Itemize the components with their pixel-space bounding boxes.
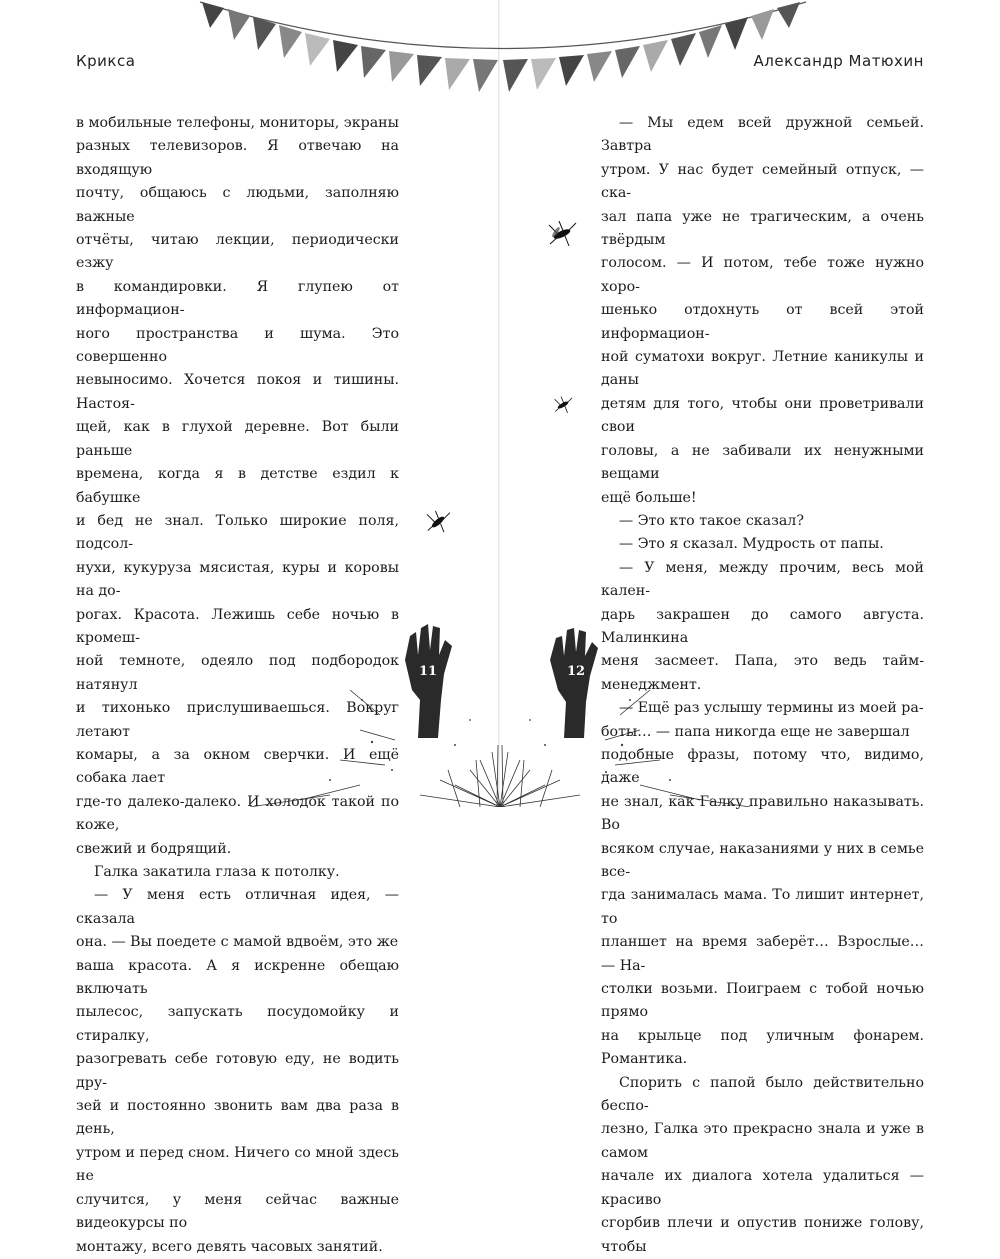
text-line: — У меня есть отличная идея, — сказала — [76, 887, 399, 927]
text-line: — Мы едем всей дружной семьей. Завтра — [601, 115, 924, 155]
text-line: детям для того, чтобы они проветривали свои — [601, 395, 924, 436]
text-line: Галка закатила глаза к потолку. — [94, 864, 340, 880]
text-line: не знал, как Галку правильно наказывать. Во — [601, 793, 924, 834]
text-line: и тихонько прислушиваешься. Вокруг летают — [76, 700, 399, 740]
text-line: Спорить с папой было действительно беспо- — [601, 1074, 924, 1115]
text-line: зей и постоянно звонить вам два раза в день, — [76, 1098, 399, 1138]
text-line: утром и перед сном. Ничего со мной здесь не — [76, 1144, 399, 1185]
mosquito-icon — [549, 221, 576, 246]
text-line: ного пространства и шума. Это совершенно — [76, 325, 399, 366]
text-line: ной темноте, одеяло под подбородок натянул — [76, 653, 399, 693]
text-line: ваша красота. А я искренне обещаю включать — [76, 957, 399, 998]
text-line: она. — Вы поедете с мамой вдвоём, это же — [76, 934, 399, 951]
text-line: боты… — папа никогда еще не завершал — [601, 723, 910, 740]
text-line: отчёты, читаю лекции, периодически езжу — [76, 232, 399, 272]
text-line: начале их диалога хотела удалиться — красиво — [601, 1168, 924, 1208]
text-line: дарь закрашен до самого августа. Малинкина — [601, 606, 924, 646]
mosquito-icon — [555, 397, 573, 413]
text-line: подобные фразы, потому что, видимо, даже — [601, 746, 924, 787]
text-line: ной суматохи вокруг. Летние каникулы и даны — [601, 349, 924, 389]
text-line: — Это я сказал. Мудрость от папы. — [619, 536, 884, 553]
text-line: утром. У нас будет семейный отпуск, — ска- — [601, 161, 924, 202]
text-line: почту, общаюсь с людьми, заполняю важные — [76, 185, 399, 225]
text-line: всяком случае, наказаниями у них в семье все- — [601, 840, 924, 880]
text-line: случится, у меня сейчас важные видеокурсы по — [76, 1191, 399, 1232]
zombie-hand-illustration — [405, 624, 452, 738]
text-line: планшет на время заберёт… Взрослые… — На- — [601, 934, 924, 974]
text-line: невыносимо. Хочется покоя и тишины. Настоя- — [76, 372, 399, 412]
right-page-body — [601, 112, 924, 1259]
text-line: голосом. — И потом, тебе тоже нужно хоро- — [601, 255, 924, 295]
text-line: в командировки. Я глупею от информацион- — [76, 278, 399, 319]
running-head-book-title: Крикса — [76, 52, 136, 70]
text-line: свежий и бодрящий. — [76, 840, 232, 857]
page-number-right: 12 — [567, 664, 586, 679]
text-line: лезно, Галка это прекрасно знала и уже в самом — [601, 1121, 924, 1161]
text-line: где-то далеко-далеко. И холодок такой по коже, — [76, 793, 399, 834]
text-line: шенько отдохнуть от всей этой информацион- — [601, 302, 924, 342]
left-page-body — [76, 112, 399, 1259]
text-line: щей, как в глухой деревне. Вот были раньше — [76, 419, 399, 459]
text-line: — Ещё раз услышу термины из моей ра- — [619, 700, 924, 717]
text-line: сгорбив плечи и опустив пониже голову, чтобы — [601, 1215, 924, 1255]
text-line: головы, а не забивали их ненужными вещами — [601, 442, 924, 483]
text-line: — Это кто такое сказал? — [619, 512, 804, 529]
text-line: разных телевизоров. Я отвечаю на входящую — [76, 138, 399, 178]
text-line: зал папа уже не трагическим, а очень твёрдым — [601, 208, 924, 249]
text-line: нухи, кукуруза мясистая, куры и коровы на до- — [76, 559, 399, 600]
text-line: на крыльце под уличным фонарем. Романтика. — [601, 1027, 924, 1068]
page-number-left: 11 — [419, 664, 438, 679]
running-head-author: Александр Матюхин — [753, 52, 924, 70]
text-line: ещё больше! — [601, 489, 697, 506]
text-line: разогревать себе готовую еду, не водить дру- — [76, 1051, 399, 1091]
bunting-garland-illustration — [200, 2, 806, 92]
text-line: — У меня, между прочим, весь мой кален- — [601, 559, 924, 600]
text-line: столки возьми. Поиграем с тобой ночью прямо — [601, 981, 924, 1021]
text-line: рогах. Красота. Лежишь себе ночью в кромеш- — [76, 606, 399, 646]
text-line: гда занималась мама. То лишит интернет, то — [601, 887, 924, 927]
mosquito-icon — [427, 511, 450, 532]
text-line: комары, а за окном сверчки. И ещё собака лает — [76, 746, 399, 787]
text-line: монтажу, всего девять часовых занятий. — [76, 1238, 383, 1255]
text-line: пылесос, запускать посудомойку и стиралку, — [76, 1004, 399, 1044]
text-line: времена, когда я в детстве ездил к бабушке — [76, 466, 399, 506]
zombie-hand-illustration — [550, 628, 598, 738]
text-line: меня засмеет. Папа, это ведь тайм-менеджмент. — [601, 653, 924, 693]
text-line: и бед не знал. Только широкие поля, подсол- — [76, 512, 399, 553]
text-line: в мобильные телефоны, мониторы, экраны — [76, 115, 399, 131]
